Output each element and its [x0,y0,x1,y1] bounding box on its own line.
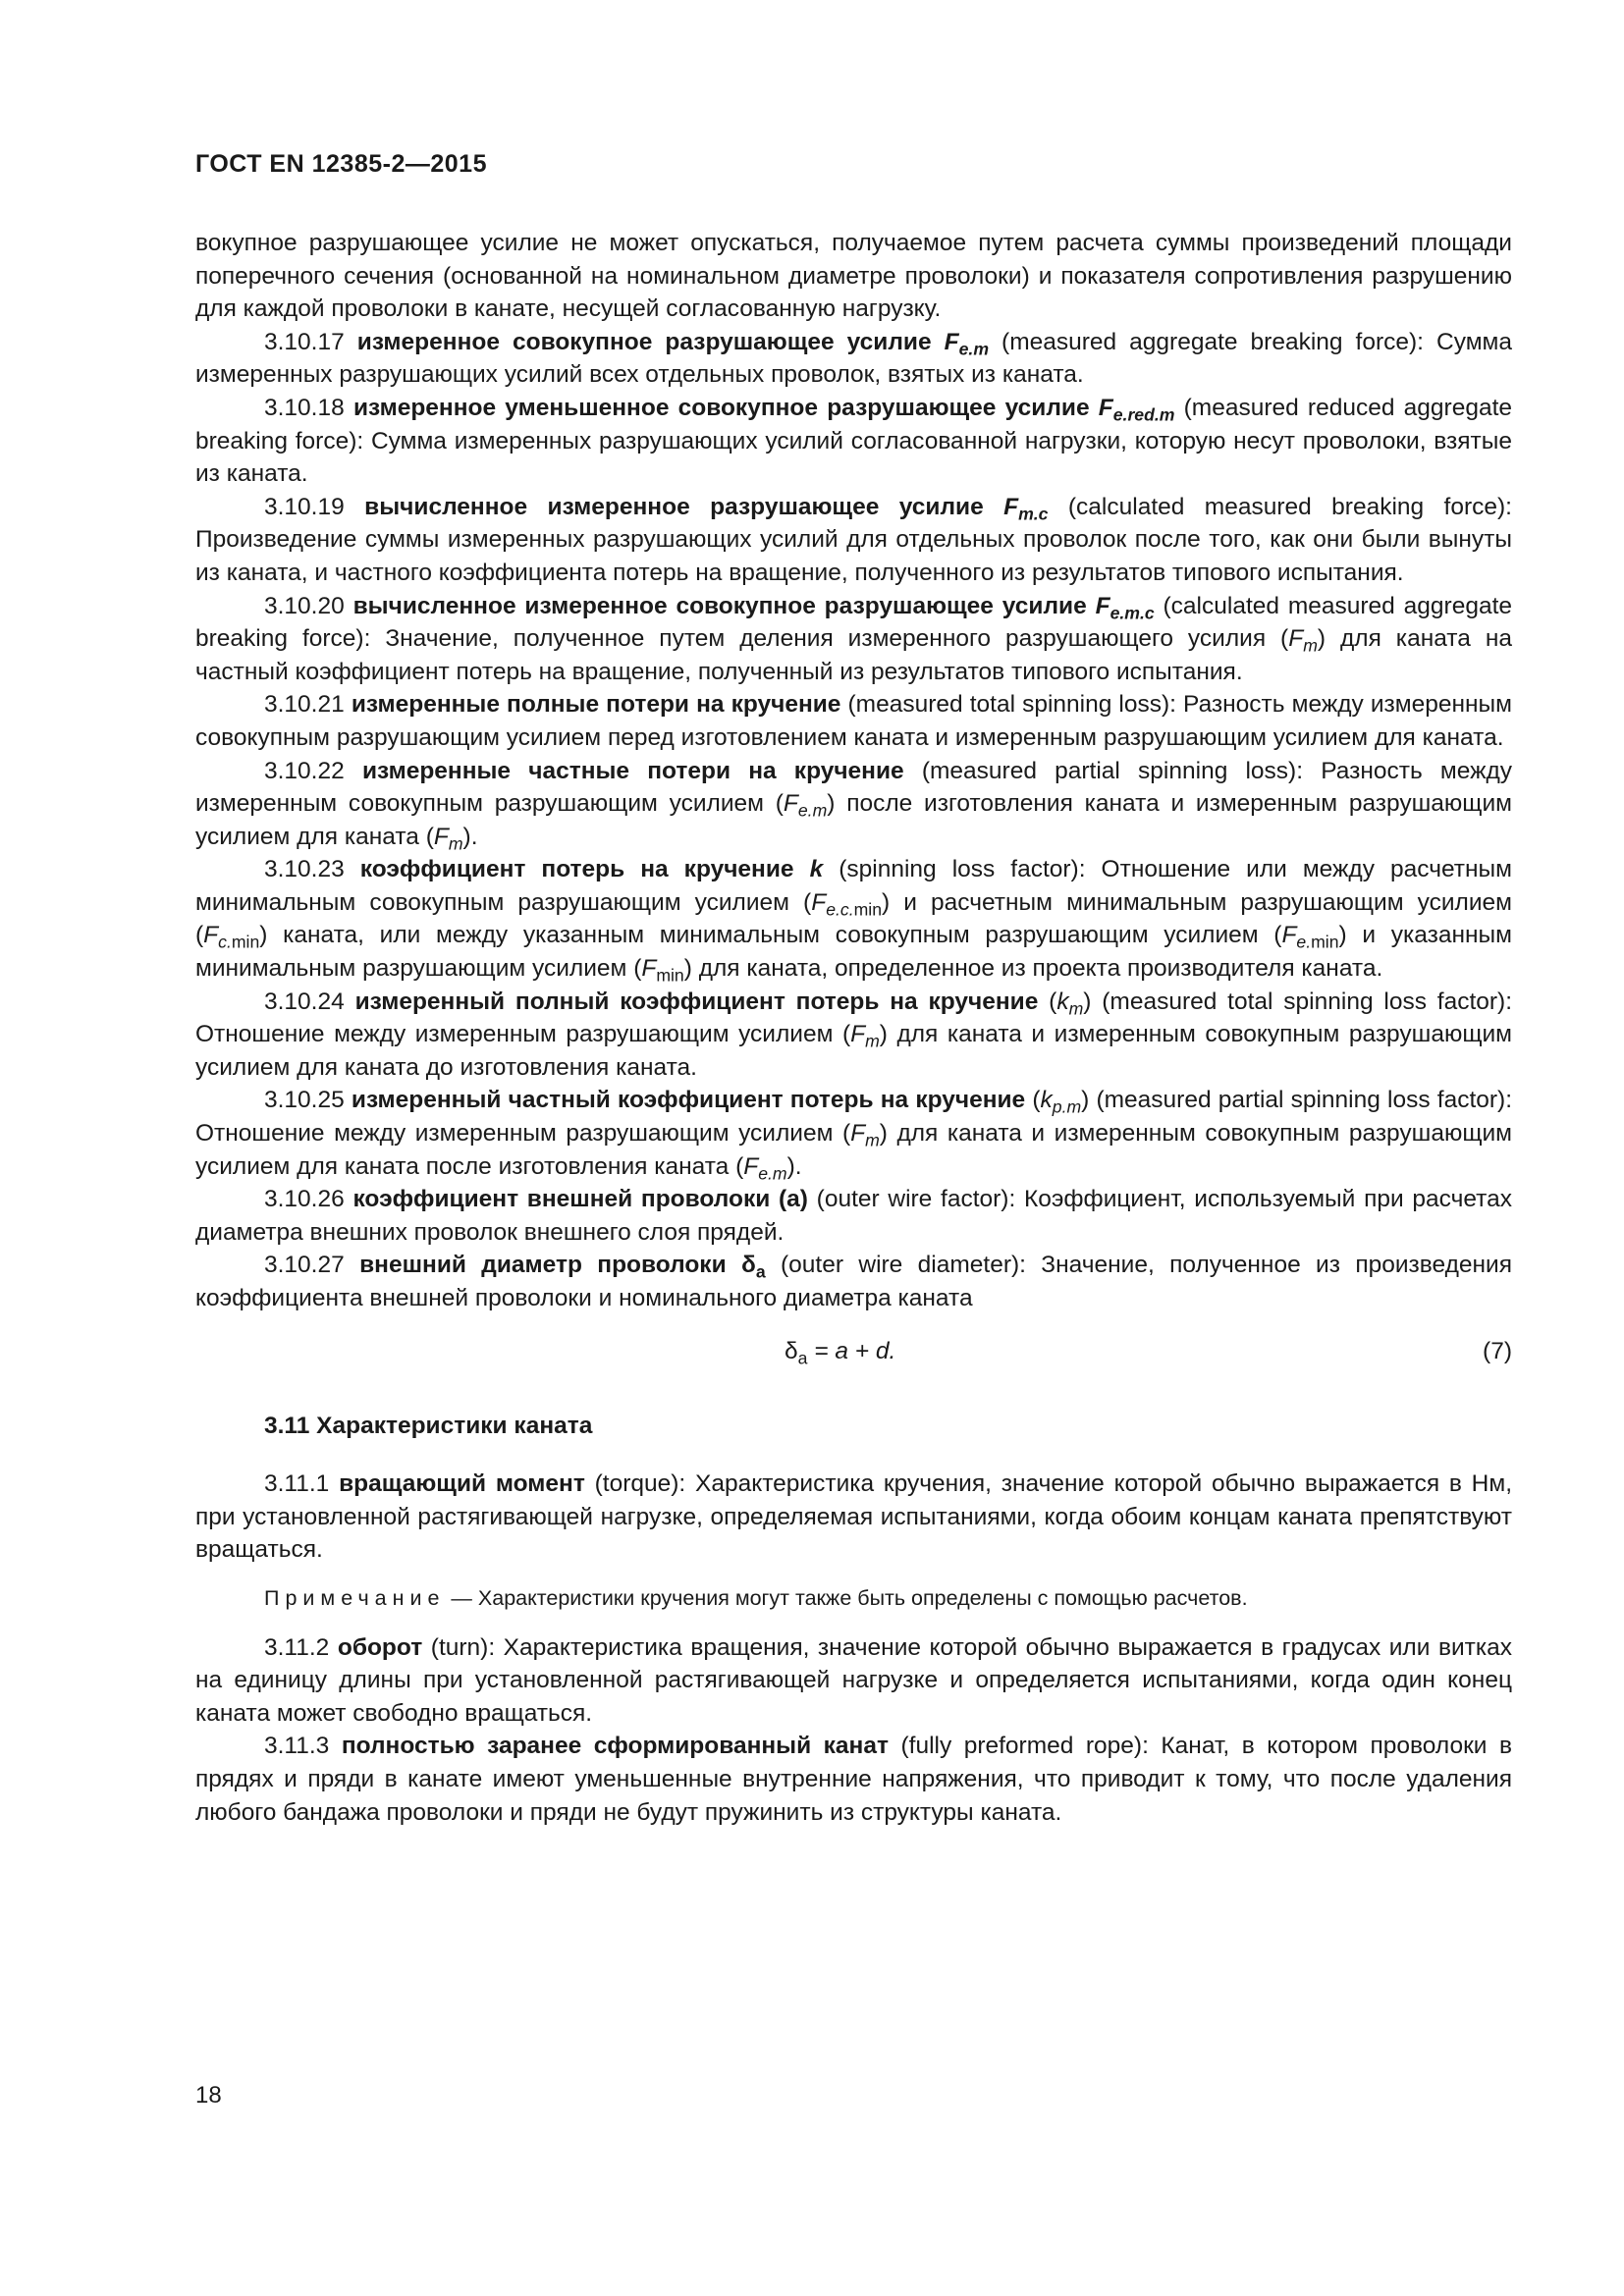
formula-body: $\delta_a = a + d$. [785,1337,896,1368]
document-header: ГОСТ EN 12385-2—2015 [195,150,487,178]
clause-3-11-3: 3.11.3 полностью заранее сформированный канат (fully preformed rope): Канат, в котором проволоки в прядях и пряди в канате имеют уменьшенные внутренние напряжения, что приводит к тому, что после удаления любого бандажа проволоки и пряди не будут пружинить из структуры каната. [195,1733,1512,1826]
clause-3-10-20: 3.10.20 вычисленное измеренное совокупное разрушающее усилие $F_{e.m.c}$ (calculated measured aggregate breaking force): Значение, полученное путем деления измеренного разрушающего усилия $(F_m)$ для каната на частный коэффициент потерь на вращение, полученный из результатов типового испытания. [195,592,1513,685]
clause-3-10-23: 3.10.23 коэффициент потерь на кручение k (spinning loss factor): Отношение или между расчетным минимальным совокупным разрушающим усилием $(F_{e.c.min})$ и расчетным минимальным разрушающим усилием $(F_{c.min})$ каната, или между указанным минимальным совокупным разрушающим усилием $(F_{e.min})$ и указанным минимальным разрушающим усилием $(F_{min})$ для каната, определенное из проекта производителя каната. [195,856,1512,986]
formula-number: (7) [1483,1337,1512,1364]
term: измеренное уменьшенное совокупное разрушающее усилие [352,394,1090,421]
term: измеренное совокупное разрушающее усилие [356,328,932,355]
document-body [195,227,1512,1829]
clause-3-10-26: 3.10.26 коэффициент внешней проволоки (a) (outer wire factor): Коэффициент, используемый при расчетах диаметра внешних проволок внешнего слоя прядей. [195,1186,1512,1246]
note: Примечание — Характеристики кручения могут также быть определены с помощью расчетов. [264,1585,1248,1610]
paragraph-continuation: вокупное разрушающее усилие не может опускаться, получаемое путем расчета суммы произведений площади поперечного сечения (основанной на номинальном диаметре проволоки) и показателя сопротивления разрушению для каждой проволоки в канате, несущей согласованную нагрузку. [195,230,1512,323]
clause-3-10-19: 3.10.19 вычисленное измеренное разрушающее усилие $F_{m.c}$ (calculated measured breaking force): Произведение суммы измеренных разрушающих усилий для отдельных проволок после того, как они были вынуты из каната, и частного коэффициента потерь на вращение, полученного из результатов типового испытания. [195,493,1512,586]
term: полностью заранее сформированный канат [341,1733,889,1760]
clause-3-10-22: 3.10.22 измеренные частные потери на кручение (measured partial spinning loss): Разность между измеренным совокупным разрушающим усилием $(F_{e.m})$ после изготовления каната и измеренным разрушающим усилием для каната $(F_m)$. [195,757,1513,854]
clause-3-11-1: 3.11.1 вращающий момент (torque): Характеристика кручения, значение которой обычно выражается в Нм, при установленной растягивающей нагрузке, определяемая испытаниями, когда обоим концам каната препятствуют вращаться. [195,1470,1513,1564]
term: коэффициент внешней проволоки (a) [352,1186,808,1213]
page-number: 18 [195,2082,222,2109]
term: оборот [337,1633,423,1661]
term: измеренный полный коэффициент потерь на кручение [354,988,1039,1015]
clause-3-10-21: 3.10.21 измеренные полные потери на кручение (measured total spinning loss): Разность между измеренным совокупным разрушающим усилием перед изготовлением каната и измеренным разрушающим усилием для каната. [195,691,1512,751]
term: вычисленное измеренное совокупное разрушающее усилие [352,592,1087,619]
term: измеренные частные потери на кручение [361,757,904,784]
term: коэффициент потерь на кручение [359,856,794,883]
section-title: 3.11 Характеристики каната [264,1412,593,1439]
clause-3-10-18: 3.10.18 измеренное уменьшенное совокупное разрушающее усилие $F_{e.red.m}$ (measured reduced aggregate breaking force): Сумма измеренных разрушающих усилий согласованной нагрузки, которую несут проволоки, взятые из каната. [195,394,1513,488]
clause-3-10-17: 3.10.17 измеренное совокупное разрушающее усилие $F_{e.m}$ (measured aggregate breaking force): Сумма измеренных разрушающих усилий всех отдельных проволок, взятых из каната. [195,328,1513,389]
clause-3-10-27: 3.10.27 внешний диаметр проволоки $\delta_a$ (outer wire diameter): Значение, полученное из произведения коэффициента внешней проволоки и номинального диаметра каната [195,1252,1512,1311]
term: вычисленное измеренное разрушающее усилие [364,493,984,520]
clause-3-10-24: 3.10.24 измеренный полный коэффициент потерь на кручение $(k_m)$ (measured total spinning loss factor): Отношение между измеренным разрушающим усилием $(F_m)$ для каната и измеренным совокупным разрушающим усилием для каната до изготовления каната. [195,988,1513,1081]
clause-3-10-25: 3.10.25 измеренный частный коэффициент потерь на кручение $(k_{p.m})$ (measured partial spinning loss factor): Отношение между измеренным разрушающим усилием $(F_m)$ для каната и измеренным совокупным разрушающим усилием для каната после изготовления каната $(F_{e.m})$. [195,1087,1513,1184]
clause-3-11-2: 3.11.2 оборот (turn): Характеристика вращения, значение которой обычно выражается в градусах или витках на единицу длины при установленной растягивающей нагрузке и определяется испытаниями, когда один конец каната может свободно вращаться. [195,1633,1513,1727]
formula-7 [195,1325,1512,1380]
term: измеренный частный коэффициент потерь на кручение [351,1087,1026,1114]
term: измеренные полные потери на кручение [351,691,841,719]
term: вращающий момент [339,1470,585,1498]
note-label: Примечание [264,1585,446,1610]
term: внешний диаметр проволоки [359,1252,727,1279]
